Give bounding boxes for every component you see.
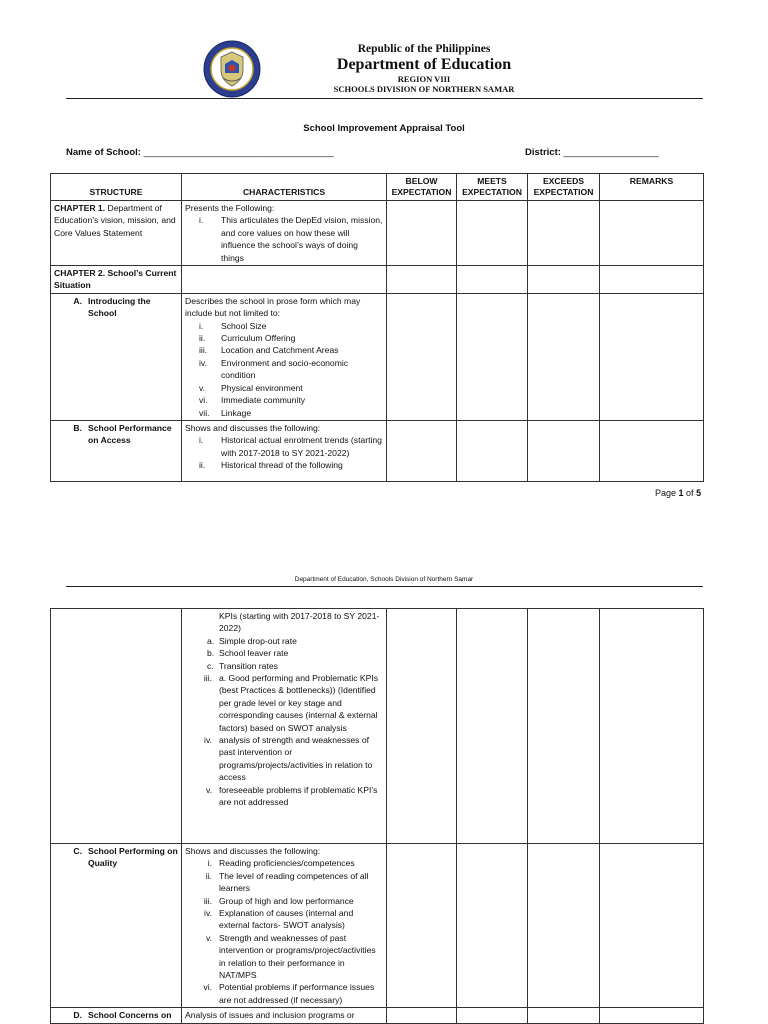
list-number: i. [199, 320, 204, 331]
section-b-intro: Shows and discusses the following: [185, 422, 321, 433]
department-name: Department of Education [336, 56, 512, 73]
chapter-1-intro: Presents the Following: [185, 203, 275, 213]
list-number: vi. [199, 395, 208, 406]
list-number: iv. [204, 908, 212, 919]
table-row [51, 201, 704, 266]
page-number [655, 488, 701, 498]
list-item [185, 895, 383, 907]
list-number: iii. [203, 895, 212, 906]
continued-line: KPIs (starting with 2017-2018 to SY 2021-2022) [219, 611, 380, 634]
rating-meets[interactable] [457, 293, 528, 420]
list-text: Simple drop-out rate [219, 635, 297, 646]
section-c-characteristics [182, 844, 387, 1008]
list-item [185, 907, 383, 932]
list-item [185, 647, 383, 659]
page-of: of [683, 488, 697, 498]
school-name-label: Name of School: [66, 147, 141, 158]
list-number: c. [207, 660, 214, 671]
list-text: Linkage [221, 407, 252, 418]
list-text: The level of reading competences of all learners [219, 870, 369, 894]
rating-exceeds[interactable] [528, 266, 600, 294]
rating-meets[interactable] [457, 844, 528, 1008]
rating-exceeds[interactable] [528, 844, 600, 1008]
list-number: i. [199, 215, 204, 226]
list-item [185, 357, 383, 382]
col-characteristics: CHARACTERISTICS [182, 174, 387, 201]
section-letter: C. [73, 846, 82, 856]
chapter-1-cell [51, 201, 182, 266]
list-text: School leaver rate [219, 648, 289, 659]
list-number: vi. [203, 982, 212, 993]
section-letter: D. [73, 1010, 82, 1021]
division-line: SCHOOLS DIVISION OF NORTHERN SAMAR [333, 84, 515, 94]
republic-line: Republic of the Philippines [357, 43, 491, 55]
district-blank: __________________ [563, 147, 659, 158]
list-number: v. [205, 932, 212, 943]
school-name-field [66, 147, 334, 158]
col-below-expectation: BELOW EXPECTATION [387, 174, 457, 201]
list-item [185, 320, 383, 332]
district-field [525, 147, 659, 158]
section-c-label: School Performing on Quality [88, 846, 178, 869]
list-item [185, 784, 383, 809]
page-total: 5 [696, 488, 702, 498]
list-text: Historical thread of the following [221, 460, 343, 471]
rating-exceeds[interactable] [528, 609, 600, 844]
list-number: i. [199, 435, 204, 446]
page-current: 1 [678, 488, 684, 498]
list-text: Historical actual enrolment trends (starting with 2017-2018 to SY 2021-2022) [221, 435, 382, 458]
list-item [185, 344, 383, 356]
continued-characteristics [182, 609, 387, 844]
section-a-intro: Describes the school in prose form which may include but not limited to: [185, 295, 361, 319]
list-text: Group of high and low performance [219, 895, 354, 906]
list-text: School Size [221, 320, 267, 331]
remarks-cell[interactable] [600, 1008, 704, 1023]
list-number: iv. [204, 735, 212, 746]
list-text: Location and Catchment Areas [221, 345, 339, 356]
list-text: Transition rates [219, 660, 278, 671]
list-item [185, 870, 383, 895]
list-text: analysis of strength and weaknesses of past intervention or programs/projects/activities in relation to access [219, 735, 373, 783]
list-item [185, 660, 383, 672]
section-b-cell [51, 420, 182, 481]
table-row [51, 844, 704, 1008]
chapter-2-title: CHAPTER 2. School’s Current Situation [51, 266, 182, 294]
list-number: v. [199, 382, 206, 393]
col-meets-expectation: MEETS EXPECTATION [457, 174, 528, 201]
list-number: iii. [203, 673, 212, 684]
table-row [51, 266, 704, 294]
table-row [51, 293, 704, 420]
list-item [185, 981, 383, 1006]
list-text: Strength and weaknesses of past intervention or programs/project/activities in relation to their performance in NAT/MPS [219, 932, 376, 981]
table-header-row [51, 174, 704, 201]
list-number: vii. [199, 407, 210, 418]
page-prefix: Page [655, 488, 679, 498]
list-number: iv. [199, 357, 207, 368]
list-text: This articulates the DepEd vision, mission, and core values on how these will influence the school’s ways of doing things [221, 215, 383, 263]
region-line: REGION VIII [397, 74, 451, 84]
list-item [185, 857, 383, 869]
list-number: i. [207, 858, 212, 869]
table-row [51, 420, 704, 481]
section-d-cell [51, 1008, 182, 1023]
list-text: foreseeable problems if problematic KPI’s are not addressed [219, 784, 378, 808]
rating-below[interactable] [387, 420, 457, 481]
list-number: ii. [205, 870, 212, 881]
list-text: Curriculum Offering [221, 333, 296, 344]
list-number: a. [207, 635, 215, 646]
section-c-intro: Shows and discusses the following: [185, 846, 321, 856]
chapter-1-title: Department of Education’s vision, mission, and Core Values Statement [54, 203, 176, 238]
remarks-cell[interactable] [600, 293, 704, 420]
rating-below[interactable] [387, 1008, 457, 1023]
list-item [185, 635, 383, 647]
section-b-label: School Performance on Access [88, 422, 172, 446]
section-letter: B. [73, 422, 82, 433]
rating-exceeds[interactable] [528, 1008, 600, 1023]
rating-exceeds[interactable] [528, 293, 600, 420]
col-exceeds-expectation: EXCEEDS EXPECTATION [528, 174, 600, 201]
list-number: iii. [199, 345, 208, 356]
district-label: District: [525, 147, 561, 158]
rating-below[interactable] [387, 266, 457, 294]
table-row [51, 1008, 704, 1023]
list-item [185, 407, 383, 419]
page-2-header: Department of Education, Schools Division of Northern Samar [294, 576, 474, 583]
remarks-cell[interactable] [600, 609, 704, 844]
list-number: v. [205, 784, 212, 795]
list-item [185, 332, 383, 344]
section-a-cell [51, 293, 182, 420]
col-structure: STRUCTURE [51, 174, 182, 201]
list-text: Physical environment [221, 382, 303, 393]
section-letter: A. [73, 295, 82, 306]
rating-meets[interactable] [457, 420, 528, 481]
school-name-blank: ____________________________________ [143, 147, 334, 158]
appraisal-table-page2 [50, 608, 704, 1024]
header-rule [66, 98, 703, 99]
section-b-characteristics [182, 420, 387, 481]
list-number: b. [207, 648, 215, 659]
appraisal-table-page1 [50, 173, 704, 482]
section-a-characteristics [182, 293, 387, 420]
list-text: Explanation of causes (internal and external factors- SWOT analysis) [219, 908, 354, 931]
form-title: School Improvement Appraisal Tool [303, 123, 465, 134]
list-number: ii. [199, 333, 206, 344]
list-text: Potential problems if performance issues are not addressed (if necessary) [219, 982, 375, 1005]
section-d-characteristics: Analysis of issues and inclusion programs or [182, 1008, 387, 1023]
list-item [185, 932, 383, 982]
list-item [185, 459, 383, 471]
rating-meets[interactable] [457, 1008, 528, 1023]
section-a-label: Introducing the School [88, 295, 151, 319]
section-d-label: School Concerns on [88, 1010, 172, 1021]
rating-exceeds[interactable] [528, 420, 600, 481]
chapter-1-label: CHAPTER 1. [54, 203, 106, 213]
list-item [185, 382, 383, 394]
list-item [185, 672, 383, 734]
remarks-cell[interactable] [600, 420, 704, 481]
list-text: a. Good performing and Problematic KPIs (best Practices & bottlenecks)) (Identified per grade level or key stage and corresponding causes (internal & external factors) based on SWOT analysis [219, 673, 379, 733]
list-item [185, 434, 383, 459]
list-item [185, 734, 383, 784]
chapter-1-characteristics [182, 201, 387, 266]
rating-exceeds[interactable] [528, 201, 600, 266]
table-row [51, 609, 704, 844]
col-remarks: REMARKS [600, 174, 704, 201]
remarks-cell[interactable] [600, 201, 704, 266]
rating-below[interactable] [387, 844, 457, 1008]
rating-meets[interactable] [457, 201, 528, 266]
rating-meets[interactable] [457, 266, 528, 294]
rating-meets[interactable] [457, 609, 528, 844]
list-item [185, 214, 383, 264]
rating-below[interactable] [387, 293, 457, 420]
list-item [185, 394, 383, 406]
page-2-header-rule [66, 586, 703, 587]
remarks-cell[interactable] [600, 844, 704, 1008]
remarks-cell[interactable] [600, 266, 704, 294]
section-c-cell [51, 844, 182, 1008]
list-text: Reading proficiencies/competences [219, 858, 355, 869]
rating-below[interactable] [387, 609, 457, 844]
list-number: ii. [199, 460, 206, 471]
rating-below[interactable] [387, 201, 457, 266]
list-text: Environment and socio-economic condition [221, 357, 349, 381]
list-text: Immediate community [221, 395, 306, 406]
